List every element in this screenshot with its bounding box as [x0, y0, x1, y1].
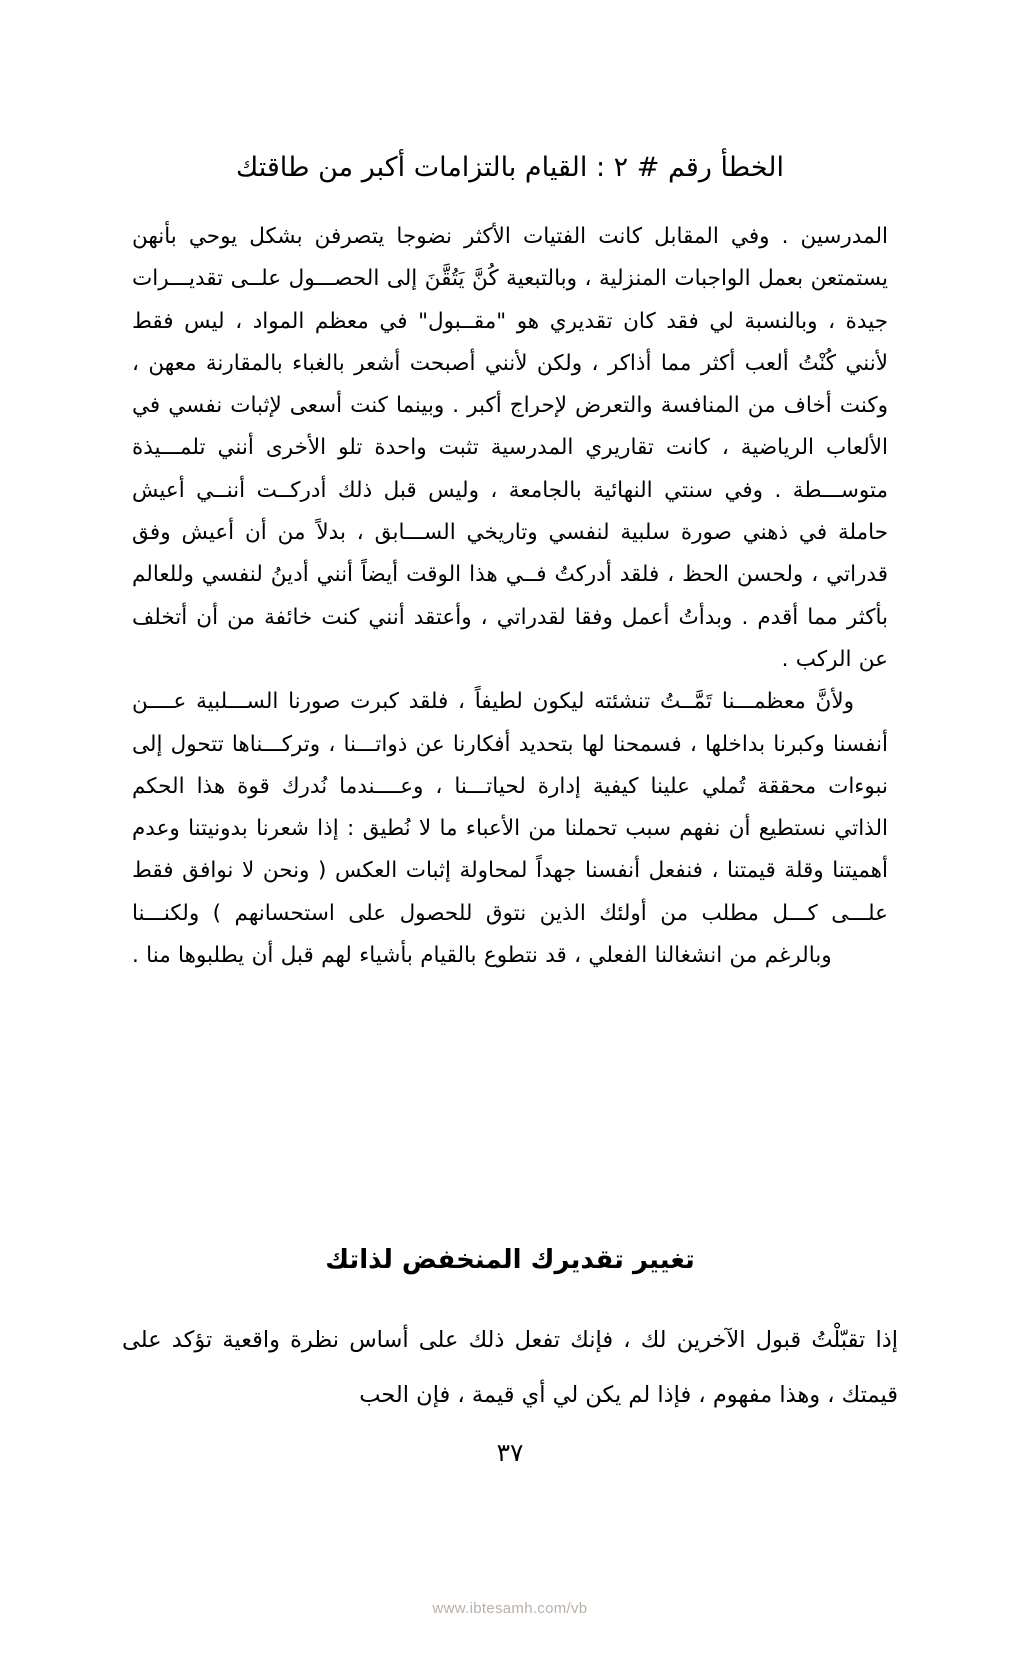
section-heading: تغيير تقديرك المنخفض لذاتك	[325, 1244, 695, 1275]
page-number: ٣٧	[496, 1438, 524, 1467]
body-text-block	[132, 216, 888, 977]
body-paragraph-2: ولأنَّ معظمـــنا تَمَّــتُ تنشئته ليكون لطيفاً ، فلقد كبرت صورنا الســـلبية عــــن أنفسنا وكبرنا بداخلها ، فسمحنا لها بتحديد أفكارنا عن ذواتـــنا ، وتركـــناها تتحول إلى نبوءات محققة تُملي علينا كيفية إدارة لحياتـــنا ، وعــــندما نُدرك قوة هذا الحكم الذاتي نستطيع أن نفهم سبب تحملنا من الأعباء ما لا نُطيق : إذا شعرنا بدونيتنا وعدم أهميتنا وقلة قيمتنا ، فنفعل أنفسنا جهداً لمحاولة إثبات العكس ( ونحن لا نوافق فقط علـــى كـــل مطلب من أولئك الذين نتوق للحصول على استحسانهم ) ولكنـــنا وبالرغم من انشغالنا الفعلي ، قد نتطوع بالقيام بأشياء لهم قبل أن يطلبوها منا .	[132, 689, 888, 969]
page-title: الخطأ رقم # ٢ : القيام بالتزامات أكبر من طاقتك	[236, 152, 784, 183]
closing-text-block	[122, 1313, 898, 1423]
closing-paragraph: إذا تقبّلْتُ قبول الآخرين لك ، فإنك تفعل ذلك على أساس نظرة واقعية تؤكد على قيمتك ، وهذا مفهوم ، فإذا لم يكن لي أي قيمة ، فإن الحب	[122, 1327, 898, 1408]
body-paragraph-1: المدرسين . وفي المقابل كانت الفتيات الأكثر نضوجا يتصرفن بشكل يوحي بأنهن يستمتعن بعمل الواجبات المنزلية ، وبالتبعية كُنَّ يَتُقَّنَ إلى الحصـــول علــى تقديـــرات جيدة ، وبالنسبة لي فقد كان تقديري هو "مقــبول" في معظم المواد ، ليس فقط لأنني كُنْتُ ألعب أكثر مما أذاكر ، ولكن لأنني أصبحت أشعر بالغباء بالمقارنة معهن ، وكنت أخاف من المنافسة والتعرض لإحراج أكبر . وبينما كنت أسعى لإثبات نفسي في الألعاب الرياضية ، كانت تقاريري المدرسية تثبت واحدة تلو الأخرى أنني تلمـــيذة متوســـطة . وفي سنتي النهائية بالجامعة ، وليس قبل ذلك أدركــت أننــي أعيش حاملة في ذهني صورة سلبية لنفسي وتاريخي الســـابق ، بدلاً من أن أعيش وفق قدراتي ، ولحسن الحظ ، فلقد أدركتُ فــي هذا الوقت أيضاً أنني أدينُ لنفسي وللعالم بأكثر مما أقدم . وبدأتُ أعمل وفقا لقدراتي ، وأعتقد أنني كنت خائفة من أن أتخلف عن الركب .	[132, 224, 888, 672]
footer-watermark: www.ibtesamh.com/vb	[432, 1600, 588, 1617]
